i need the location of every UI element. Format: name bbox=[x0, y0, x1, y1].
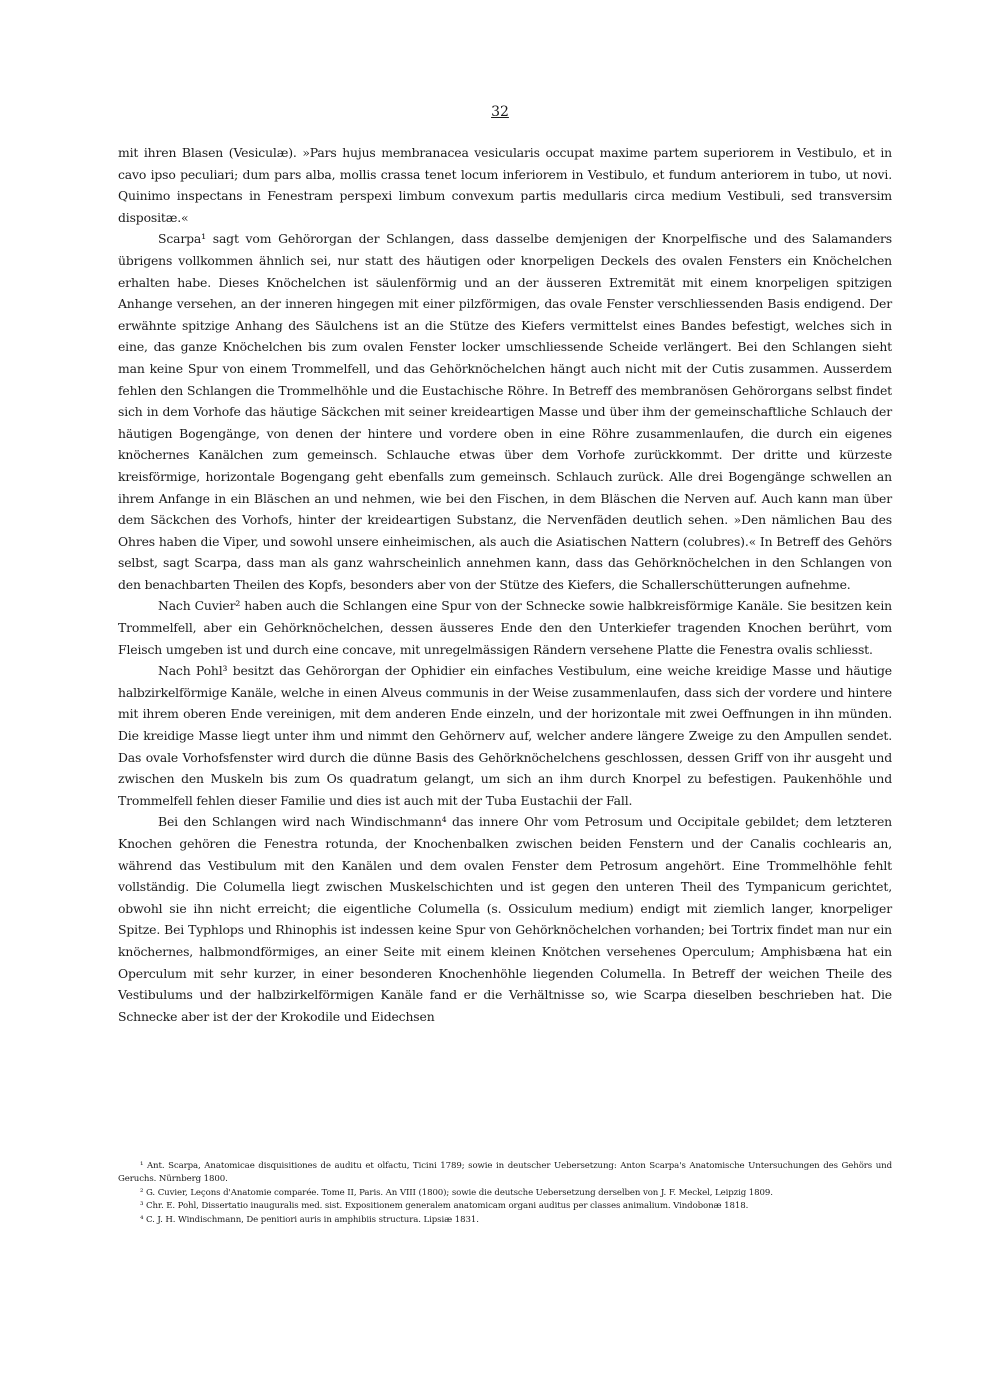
footnote: ¹ Ant. Scarpa, Anatomicae disquisitiones de auditu et olfactu, Ticini 1789; sowie in deutscher Uebersetzung: Anton Scarpa's Anatomische Untersuchungen des Gehörs und Geruchs. Nürnberg 1800. bbox=[118, 1161, 892, 1185]
paragraph: Nach Cuvier² haben auch die Schlangen eine Spur von der Schnecke sowie halbkreisförmige Kanäle. Sie besitzen kein Trommelfell, aber ein Gehörknöchelchen, dessen äusseres Ende den den Unterkiefer tragenden Knochen berührt, vom Fleisch umgeben ist und durch eine concave, mit unregelmässigen Rändern versehene Platte die Fenestra ovalis schliesst. bbox=[118, 598, 892, 657]
paragraph: mit ihren Blasen (Vesiculæ). »Pars hujus membranacea vesicularis occupat maxime partem superiorem in Vestibulo, et in cavo ipso peculiari; dum pars alba, mollis crassa tenet locum inferiorem in Vestibulo, et fundum anteriorem in tubo, ut novi. Quinimo inspectans in Fenestram perspexi limbum convexum partis medullaris circa medium Vestibuli, sed transversim dispositæ.« bbox=[118, 145, 892, 225]
page-number: 32 bbox=[491, 104, 509, 120]
paragraph: Bei den Schlangen wird nach Windischmann⁴ das innere Ohr vom Petrosum und Occipitale gebildet; dem letzteren Knochen gehören die Fenestra rotunda, der Knochenbalken zwischen beiden Fenstern und der Canalis cochlearis an, während das Vestibulum mit den Kanälen und dem ovalen Fenster dem Petrosum angehört. Eine Trommelhöhle fehlt vollständig. Die Columella liegt zwischen Muskelschichten und ist gegen den unteren Theil des Tympanicum gerichtet, obwohl sie ihn nicht erreicht; die eigentliche Columella (s. Ossiculum medium) endigt mit ziemlich langer, knorpeliger Spitze. Bei Typhlops und Rhinophis ist indessen keine Spur von Gehörknöchelchen vorhanden; bei Tortrix findet man nur ein knöchernes, halbmondförmiges, an einer Seite mit einem kleinen Knötchen versehenes Operculum; Amphisbæna hat ein Operculum mit sehr kurzer, in einer besonderen Knochenhöhle liegenden Columella. In Betreff der weichen Theile des Vestibulums und der halbzirkelförmigen Kanäle fand er die Verhältnisse so, wie Scarpa dieselben beschrieben hat. Die Schnecke aber ist der der Krokodile und Eidechsen bbox=[118, 814, 892, 1024]
footnote: ⁴ C. J. H. Windischmann, De penitiori auris in amphibiis structura. Lipsiæ 1831. bbox=[140, 1214, 479, 1225]
paragraph: Nach Pohl³ besitzt das Gehörorgan der Ophidier ein einfaches Vestibulum, eine weiche kreidige Masse und häutige halbzirkelförmige Kanäle, welche in einen Alveus communis in der Weise zusammenlaufen, dass sich der vordere und hintere mit ihrem oberen Ende vereinigen, mit dem anderen Ende einzeln, und der horizontale mit zwei Oeffnungen in ihn münden. Die kreidige Masse liegt unter ihm und nimmt den Gehörnerv auf, welcher andere längere Zweige zu den Ampullen sendet. Das ovale Vorhofsfenster wird durch die dünne Basis des Gehörknöchelchens geschlossen, dessen Griff von ihr ausgeht und zwischen den Muskeln bis zum Os quadratum gelangt, um sich an ihm durch Knorpel zu befestigen. Paukenhöhle und Trommelfell fehlen dieser Familie und dies ist auch mit der Tuba Eustachii der Fall. bbox=[118, 663, 892, 808]
paragraph: Scarpa¹ sagt vom Gehörorgan der Schlangen, dass dasselbe demjenigen der Knorpelfische und des Salamanders übrigens vollkommen ähnlich sei, nur statt des häutigen oder knorpeligen Deckels des ovalen Fensters ein Knöchelchen erhalten habe. Dieses Knöchelchen ist säulenförmig und an der äusseren Extremität mit einem knorpeligen spitzigen Anhange versehen, an der inneren hingegen mit einer pilzförmigen, das ovale Fenster verschliessenden Basis endigend. Der erwähnte spitzige Anhang des Säulchens ist an die Stütze des Kiefers vermittelst eines Bandes befestigt, welches sich in eine, das ganze Knöchelchen bis zum ovalen Fenster locker umschliessende Scheide verlängert. Bei den Schlangen sieht man keine Spur von einem Trommelfell, und das Gehörknöchelchen hängt auch nicht mit der Cutis zusammen. Ausserdem fehlen den Schlangen die Trommelhöhle und die Eustachische Röhre. In Betreff des membranösen Gehörorgans selbst findet sich in dem Vorhofe das häutige Säckchen mit seiner kreideartigen Masse und über ihm der gemeinschaftliche Schlauch der häutigen Bogengänge, von denen der hintere und vordere oben in eine Röhre zusammenlaufen, die durch ein eigenes knöchernes Kanälchen zum gemeinsch. Schlauche etwas über dem Vorhofe zurückkommt. Der dritte und kürzeste kreisförmige, horizontale Bogengang geht ebenfalls zum gemeinsch. Schlauch zurück. Alle drei Bogengänge schwellen an ihrem Anfange in ein Bläschen an und nehmen, wie bei den Fischen, in dem Bläschen die Nerven auf. Auch kann man über dem Säckchen des Vorhofs, hinter der kreideartigen Substanz, die Nervenfäden deutlich sehen. »Den nämlichen Bau des Ohres haben die Viper, und sowohl unsere einheimischen, als auch die Asiatischen Nattern (colubres).« In Betreff des Gehörs selbst, sagt Scarpa, dass man als ganz wahrscheinlich annehmen kann, dass das Gehörknöchelchen in den Schlangen von den benachbarten Theilen des Kopfs, besonders aber von der Stütze des Kiefers, die Schallerschütterungen aufnehme. bbox=[118, 231, 892, 592]
footnote: ² G. Cuvier, Leçons d'Anatomie comparée. Tome II, Paris. An VIII (1800); sowie die deutsche Uebersetzung derselben von J. F. Meckel, Leipzig 1809. bbox=[140, 1187, 773, 1198]
footnotes bbox=[118, 1160, 892, 1227]
body-text bbox=[118, 142, 892, 1027]
footnote: ³ Chr. E. Pohl, Dissertatio inauguralis med. sist. Expositionem generalem anatomicam organi auditus per classes animalium. Vindobonæ 1818. bbox=[140, 1201, 749, 1212]
